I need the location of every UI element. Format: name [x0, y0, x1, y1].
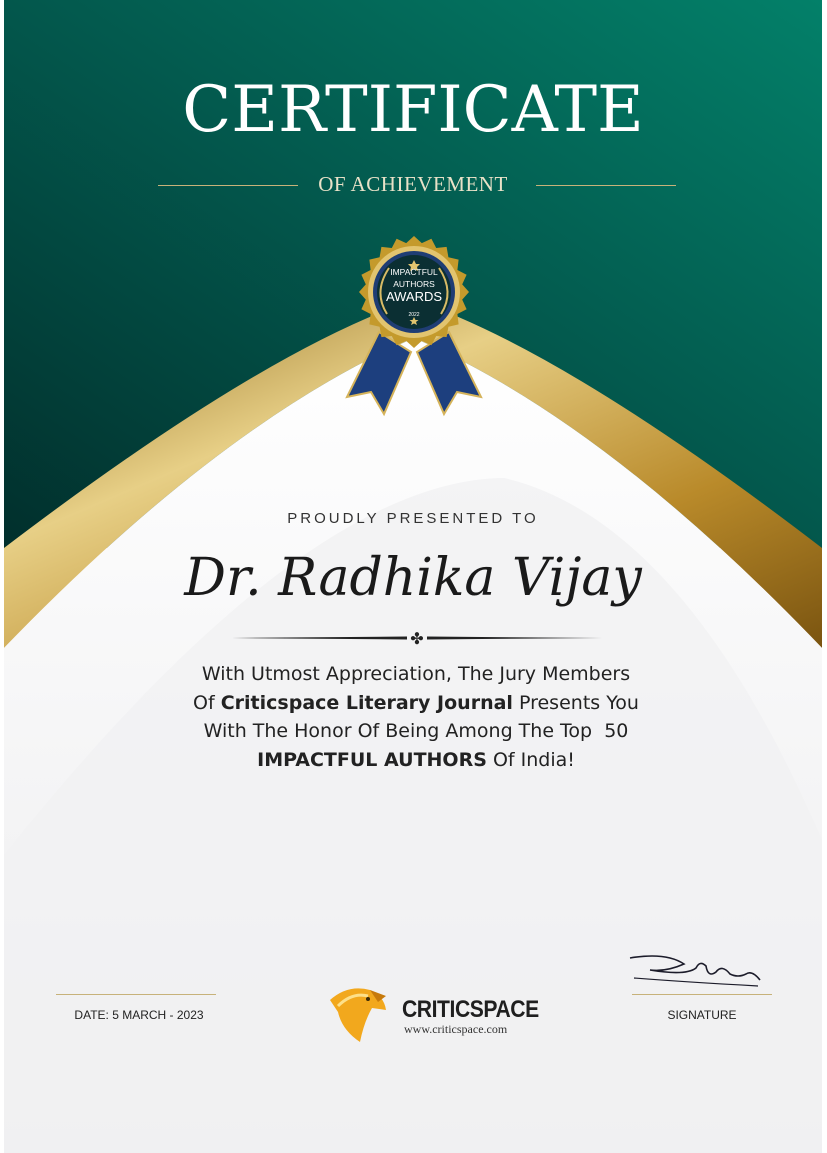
signature-rule [632, 994, 772, 995]
certificate-subtitle: OF ACHIEVEMENT [318, 172, 508, 196]
signature-drawing [626, 948, 766, 993]
award-date: DATE: 5 MARCH - 2023 [74, 1008, 204, 1022]
citation-line-2a: Of [193, 691, 221, 714]
citation-line-1: With Utmost Appreciation, The Jury Members [201, 663, 631, 685]
badge-text [329, 266, 499, 290]
certificate-title: CERTIFICATE [182, 73, 644, 147]
citation-line-3: With The Honor Of Being Among The Top 50 [203, 720, 629, 742]
ornament-icon: ✤ [410, 629, 424, 648]
recipient-name: Dr. Radhika Vijay [184, 548, 642, 608]
award-seal [329, 202, 499, 422]
award-category: IMPACTFUL AUTHORS [257, 748, 487, 771]
badge-year: 2022 [408, 312, 420, 318]
journal-name: Criticspace Literary Journal [220, 691, 513, 714]
presented-to-label: PROUDLY PRESENTED TO [287, 510, 539, 527]
brand-url: www.criticspace.com [404, 1022, 508, 1036]
eagle-logo-icon [328, 982, 388, 1044]
citation-line-2b: Presents You [512, 691, 639, 714]
subtitle-rule-right [536, 185, 676, 186]
subtitle-row [4, 170, 822, 200]
brand-name: CRITICSPACE [402, 996, 539, 1023]
citation-text [154, 660, 678, 774]
badge-awards: AWARDS [385, 289, 443, 304]
certificate-page [4, 0, 822, 1153]
badge-line1: IMPACTFUL [390, 267, 438, 277]
badge-line2: AUTHORS [393, 279, 435, 289]
signature-label: SIGNATURE [667, 1008, 737, 1022]
citation-line-4: Of India! [486, 748, 575, 771]
date-rule [56, 994, 216, 995]
name-divider [232, 628, 602, 648]
